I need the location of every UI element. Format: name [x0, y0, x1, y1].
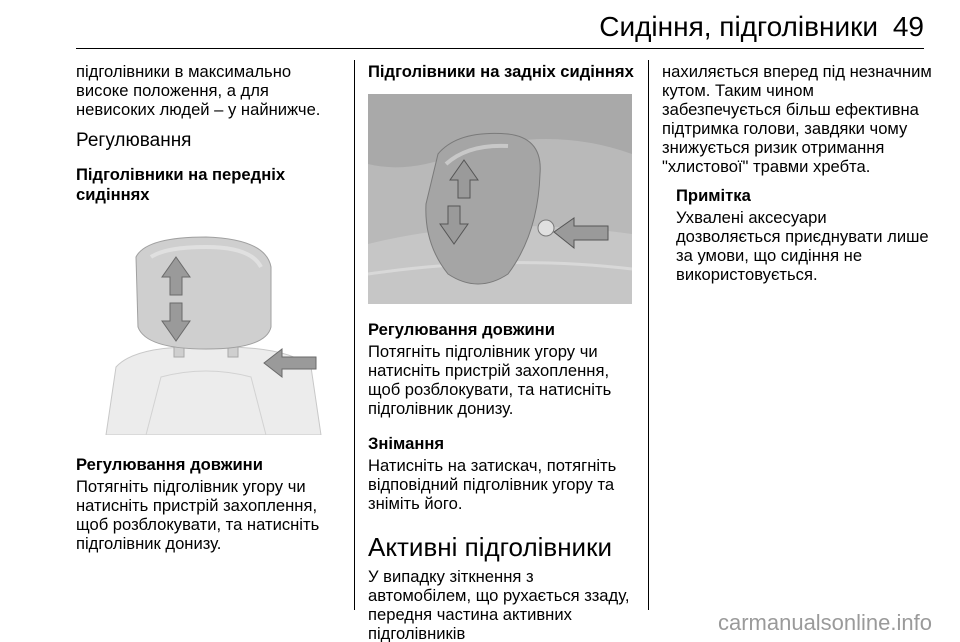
column-2 [368, 62, 636, 642]
column-divider-1 [354, 60, 355, 610]
length-adjust-text-front: Потягніть підголівник угору чи натисніть пристрій захоплення, щоб розблокувати, та натисніть підголівник донизу. [76, 477, 320, 553]
page-title: Сидіння, підголівники [599, 11, 878, 42]
rear-headrest-illustration [368, 94, 632, 304]
front-headrest-svg [76, 217, 340, 435]
removal-heading: Знімання [368, 434, 445, 453]
removal-text: Натисніть на затискач, потягніть відповідний підголівник угору та зніміть його. [368, 456, 617, 513]
length-adjust-heading-rear: Регулювання довжини [368, 320, 555, 339]
watermark: carmanualsonline.info [717, 610, 932, 635]
active-headrests-heading: Активні підголівники [368, 532, 612, 562]
front-headrests-heading: Підголівники на передніх сидіннях [76, 165, 286, 204]
rear-headrests-heading: Підголівники на задніх сидіннях [368, 62, 634, 81]
column-divider-2 [648, 60, 649, 610]
active-headrests-continued: нахиляється вперед під незначним кутом. Таким чином забезпечується більш ефективна підтримка голови, завдяки чому знижується ризик отримання "хлистової" травми хребта. [662, 62, 932, 176]
page-header [76, 0, 924, 50]
length-adjust-text-rear: Потягніть підголівник угору чи натисніть пристрій захоплення, щоб розблокувати, та натисніть підголівник донизу. [368, 342, 612, 418]
note-text: Ухвалені аксесуари дозволяється приєднувати лише за умови, що сидіння не використовується. [676, 208, 929, 284]
note-heading: Примітка [676, 186, 751, 205]
intro-paragraph: підголівники в максимально високе положення, а для невисоких людей – у найнижче. [76, 62, 321, 119]
length-adjust-heading-front: Регулювання довжини [76, 455, 263, 474]
active-headrests-text: У випадку зіткнення з автомобілем, що рухається ззаду, передня частина активних підголівників [368, 567, 630, 642]
rear-headrest-svg [368, 94, 632, 304]
column-1 [76, 62, 346, 553]
page-number: 49 [892, 11, 924, 42]
column-3 [662, 62, 934, 284]
header-rule [76, 48, 924, 49]
note-block [662, 186, 934, 284]
front-headrest-illustration [76, 217, 340, 435]
section-heading: Регулювання [76, 130, 192, 151]
